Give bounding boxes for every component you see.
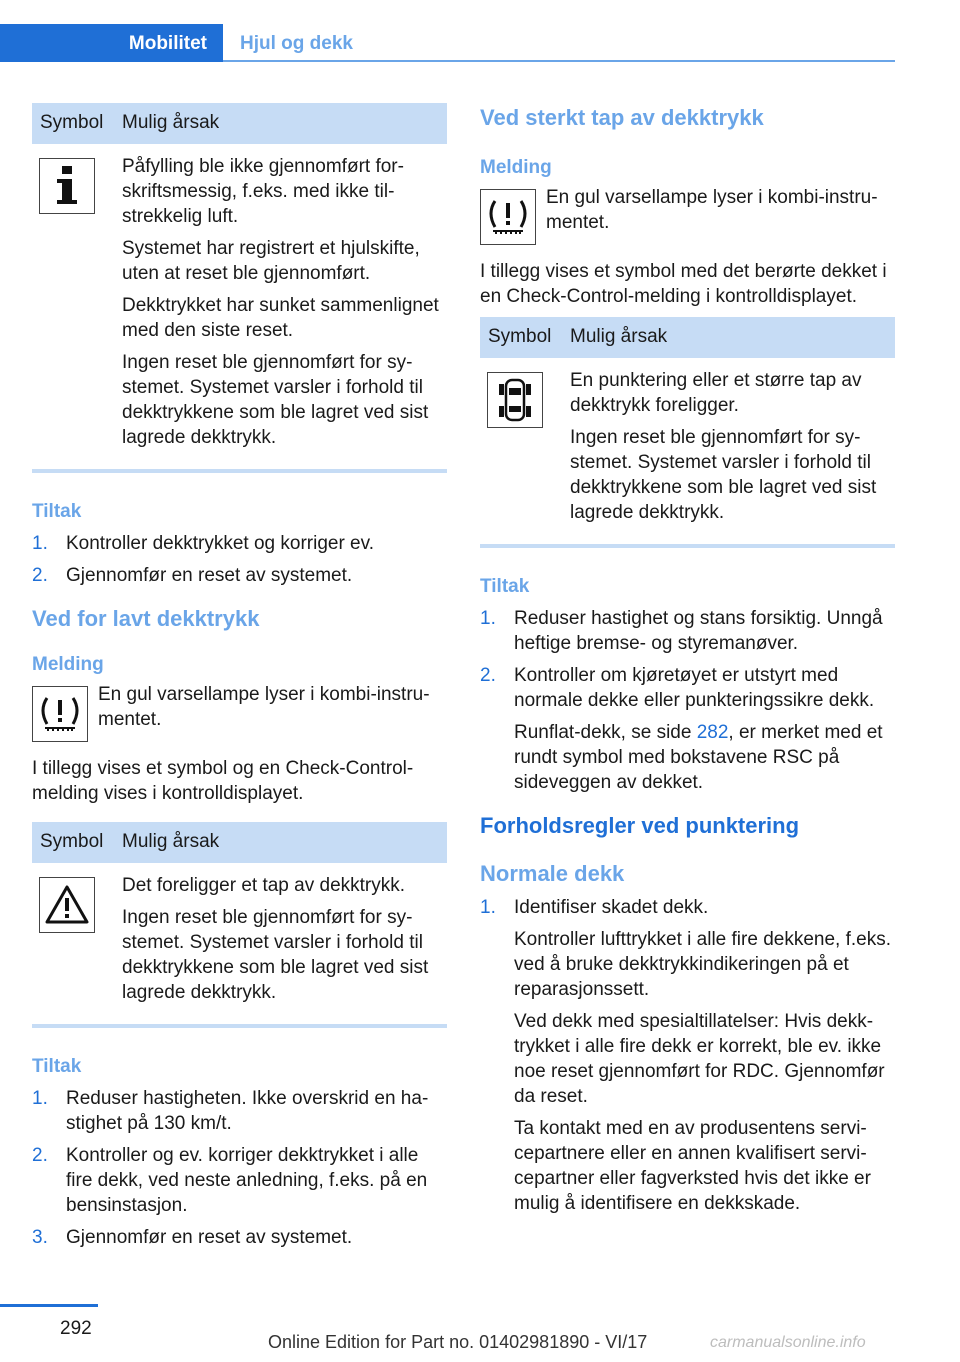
tab-mobilitet[interactable] <box>0 24 223 62</box>
section-title: Ved for lavt dekktrykk <box>32 606 260 631</box>
list-item: 1. Reduser hastigheten. Ikke overskrid en hastighet på 130 km/t. <box>32 1088 429 1134</box>
step-subtext: Kontroller lufttrykket i alle fire dekkene, f.eks. ved å bruke dekktrykkindikeringen på et reparasjonssett. <box>514 929 891 1000</box>
table-header-symbol: Symbol <box>32 103 114 144</box>
left-column <box>32 103 447 1257</box>
table-row <box>32 863 447 1018</box>
section-subtitle: Normale dekk <box>480 861 625 886</box>
list-item: 2. Kontroller om kjøretøyet er utstyrt med normale dekke eller punkteringssikre dekk. Runflat-dekk, se side 282, er merket med et rundt symbol med bokstavene RSC på sideveggen av dekket. <box>480 663 895 795</box>
tire-pressure-warning-icon <box>480 189 536 245</box>
table-header-cause: Mulig årsak <box>562 317 895 358</box>
tab-hjul-og-dekk[interactable]: Hjul og dekk <box>240 33 353 54</box>
table-divider <box>32 1024 447 1028</box>
precaution-list <box>480 895 895 1216</box>
step-subtext: Ved dekk med spesialtillatelser: Hvis dekktrykket i alle fire dekk er korrekt, ble ev. ikke noe reset gjennomført for RDC. Gjennomfør da reset. <box>514 1011 885 1107</box>
page-link[interactable]: 282 <box>696 722 729 743</box>
melding-block <box>480 185 895 245</box>
body-text: I tillegg vises et symbol med det berørte dekket i en Check-Control-melding i kontrolldisplayet. <box>480 261 887 307</box>
symbol-table-2 <box>32 822 447 1018</box>
table-header-cause: Mulig årsak <box>114 822 447 863</box>
watermark: carmanualsonline.info <box>710 1334 866 1351</box>
melding-block <box>32 682 447 742</box>
cause-text: Ingen reset ble gjennomført for systemet. Systemet varsler i forhold til dekktrykkene som ble lagret ved sist lagrede dekktrykk. <box>122 352 429 448</box>
info-icon <box>39 158 95 214</box>
list-item: 2. Gjennomfør en reset av systemet. <box>32 565 353 586</box>
tiltak-heading: Tiltak <box>32 501 82 522</box>
cause-text: Dekktrykket har sunket sammenlignet med den siste reset. <box>122 295 439 341</box>
body-text: I tillegg vises et symbol og en Check-Control-melding vises i kontrolldisplayet. <box>32 758 414 804</box>
tiltak-list <box>480 606 895 795</box>
tire-pressure-warning-icon <box>32 686 88 742</box>
tab-mobilitet-label: Mobilitet <box>128 33 207 54</box>
step-subtext: Ta kontakt med en av produsentens servicepartnere eller en annen kvalifisert servicepartner eller fagverksted hvis det ikke er mulig å identifisere en dekkskade. <box>514 1118 871 1214</box>
melding-heading: Melding <box>32 654 104 675</box>
table-header-symbol: Symbol <box>32 822 114 863</box>
cause-text: Påfylling ble ikke gjennomført forskriftsmessig, f.eks. med ikke tilstrekkelig luft. <box>122 156 404 227</box>
cause-text: En punktering eller et større tap av dekktrykk foreligger. <box>570 370 862 416</box>
list-item: 1. Identifiser skadet dekk. Kontroller lufttrykket i alle fire dekkene, f.eks. ved å bruke dekktrykkindikeringen på et reparasjonssett. Ved dekk med spesialtillatelser: Hvis dekktrykket i alle fire dekk er korrekt, ble ev. ikke noe reset gjennomført for RDC. Gjennomfør da reset. Ta kontakt med en av produsentens servicepartnere eller en annen kvalifisert servicepartner eller fagverksted hvis det ikke er mulig å identifisere en dekkskade. <box>480 895 895 1216</box>
list-item: 1. Kontroller dekktrykket og korriger ev. <box>32 533 374 554</box>
edition-text: Online Edition for Part no. 01402981890 - VI/17 <box>268 1332 648 1352</box>
symbol-table-1 <box>32 103 447 463</box>
section-title: Forholdsregler ved punktering <box>480 813 800 838</box>
cause-text: Det foreligger et tap av dekktrykk. <box>122 875 406 896</box>
melding-text: En gul varsellampe lyser i kombi-instrumentet. <box>546 187 878 233</box>
step-subtext: Runflat-dekk, se side 282, er merket med et rundt symbol med bokstavene RSC på sideveggen av dekket. <box>514 722 883 793</box>
right-column <box>480 103 895 1223</box>
table-header-cause: Mulig årsak <box>114 103 447 144</box>
table-row <box>480 358 895 538</box>
footer-rule <box>0 1304 98 1307</box>
cause-text: Systemet har registrert et hjulskifte, uten at reset ble gjennomført. <box>122 238 420 284</box>
car-tire-top-view-icon <box>487 372 543 428</box>
list-item: 3. Gjennomfør en reset av systemet. <box>32 1227 353 1248</box>
tiltak-list <box>32 1086 447 1250</box>
page-number: 292 <box>60 1318 92 1339</box>
table-header-symbol: Symbol <box>480 317 562 358</box>
list-item: 1. Reduser hastighet og stans forsiktig. Unngå heftige bremse- og styremanøver. <box>480 608 883 654</box>
tiltak-heading: Tiltak <box>32 1056 82 1077</box>
melding-text: En gul varsellampe lyser i kombi-instrumentet. <box>98 684 430 730</box>
warning-triangle-icon <box>39 877 95 933</box>
section-title: Ved sterkt tap av dekktrykk <box>480 105 764 130</box>
table-row <box>32 144 447 463</box>
table-divider <box>480 544 895 548</box>
table-divider <box>32 469 447 473</box>
tiltak-list <box>32 531 447 588</box>
cause-text: Ingen reset ble gjennomført for systemet. Systemet varsler i forhold til dekktrykkene som ble lagret ved sist lagrede dekktrykk. <box>570 427 877 523</box>
chapter-header <box>0 24 895 62</box>
symbol-table-3 <box>480 317 895 538</box>
header-rule <box>223 60 895 62</box>
tiltak-heading: Tiltak <box>480 576 530 597</box>
cause-text: Ingen reset ble gjennomført for systemet. Systemet varsler i forhold til dekktrykkene som ble lagret ved sist lagrede dekktrykk. <box>122 907 429 1003</box>
melding-heading: Melding <box>480 157 552 178</box>
list-item: 2. Kontroller og ev. korriger dekktrykket i alle fire dekk, ved neste anledning, f.eks. på en bensinstasjon. <box>32 1145 428 1216</box>
